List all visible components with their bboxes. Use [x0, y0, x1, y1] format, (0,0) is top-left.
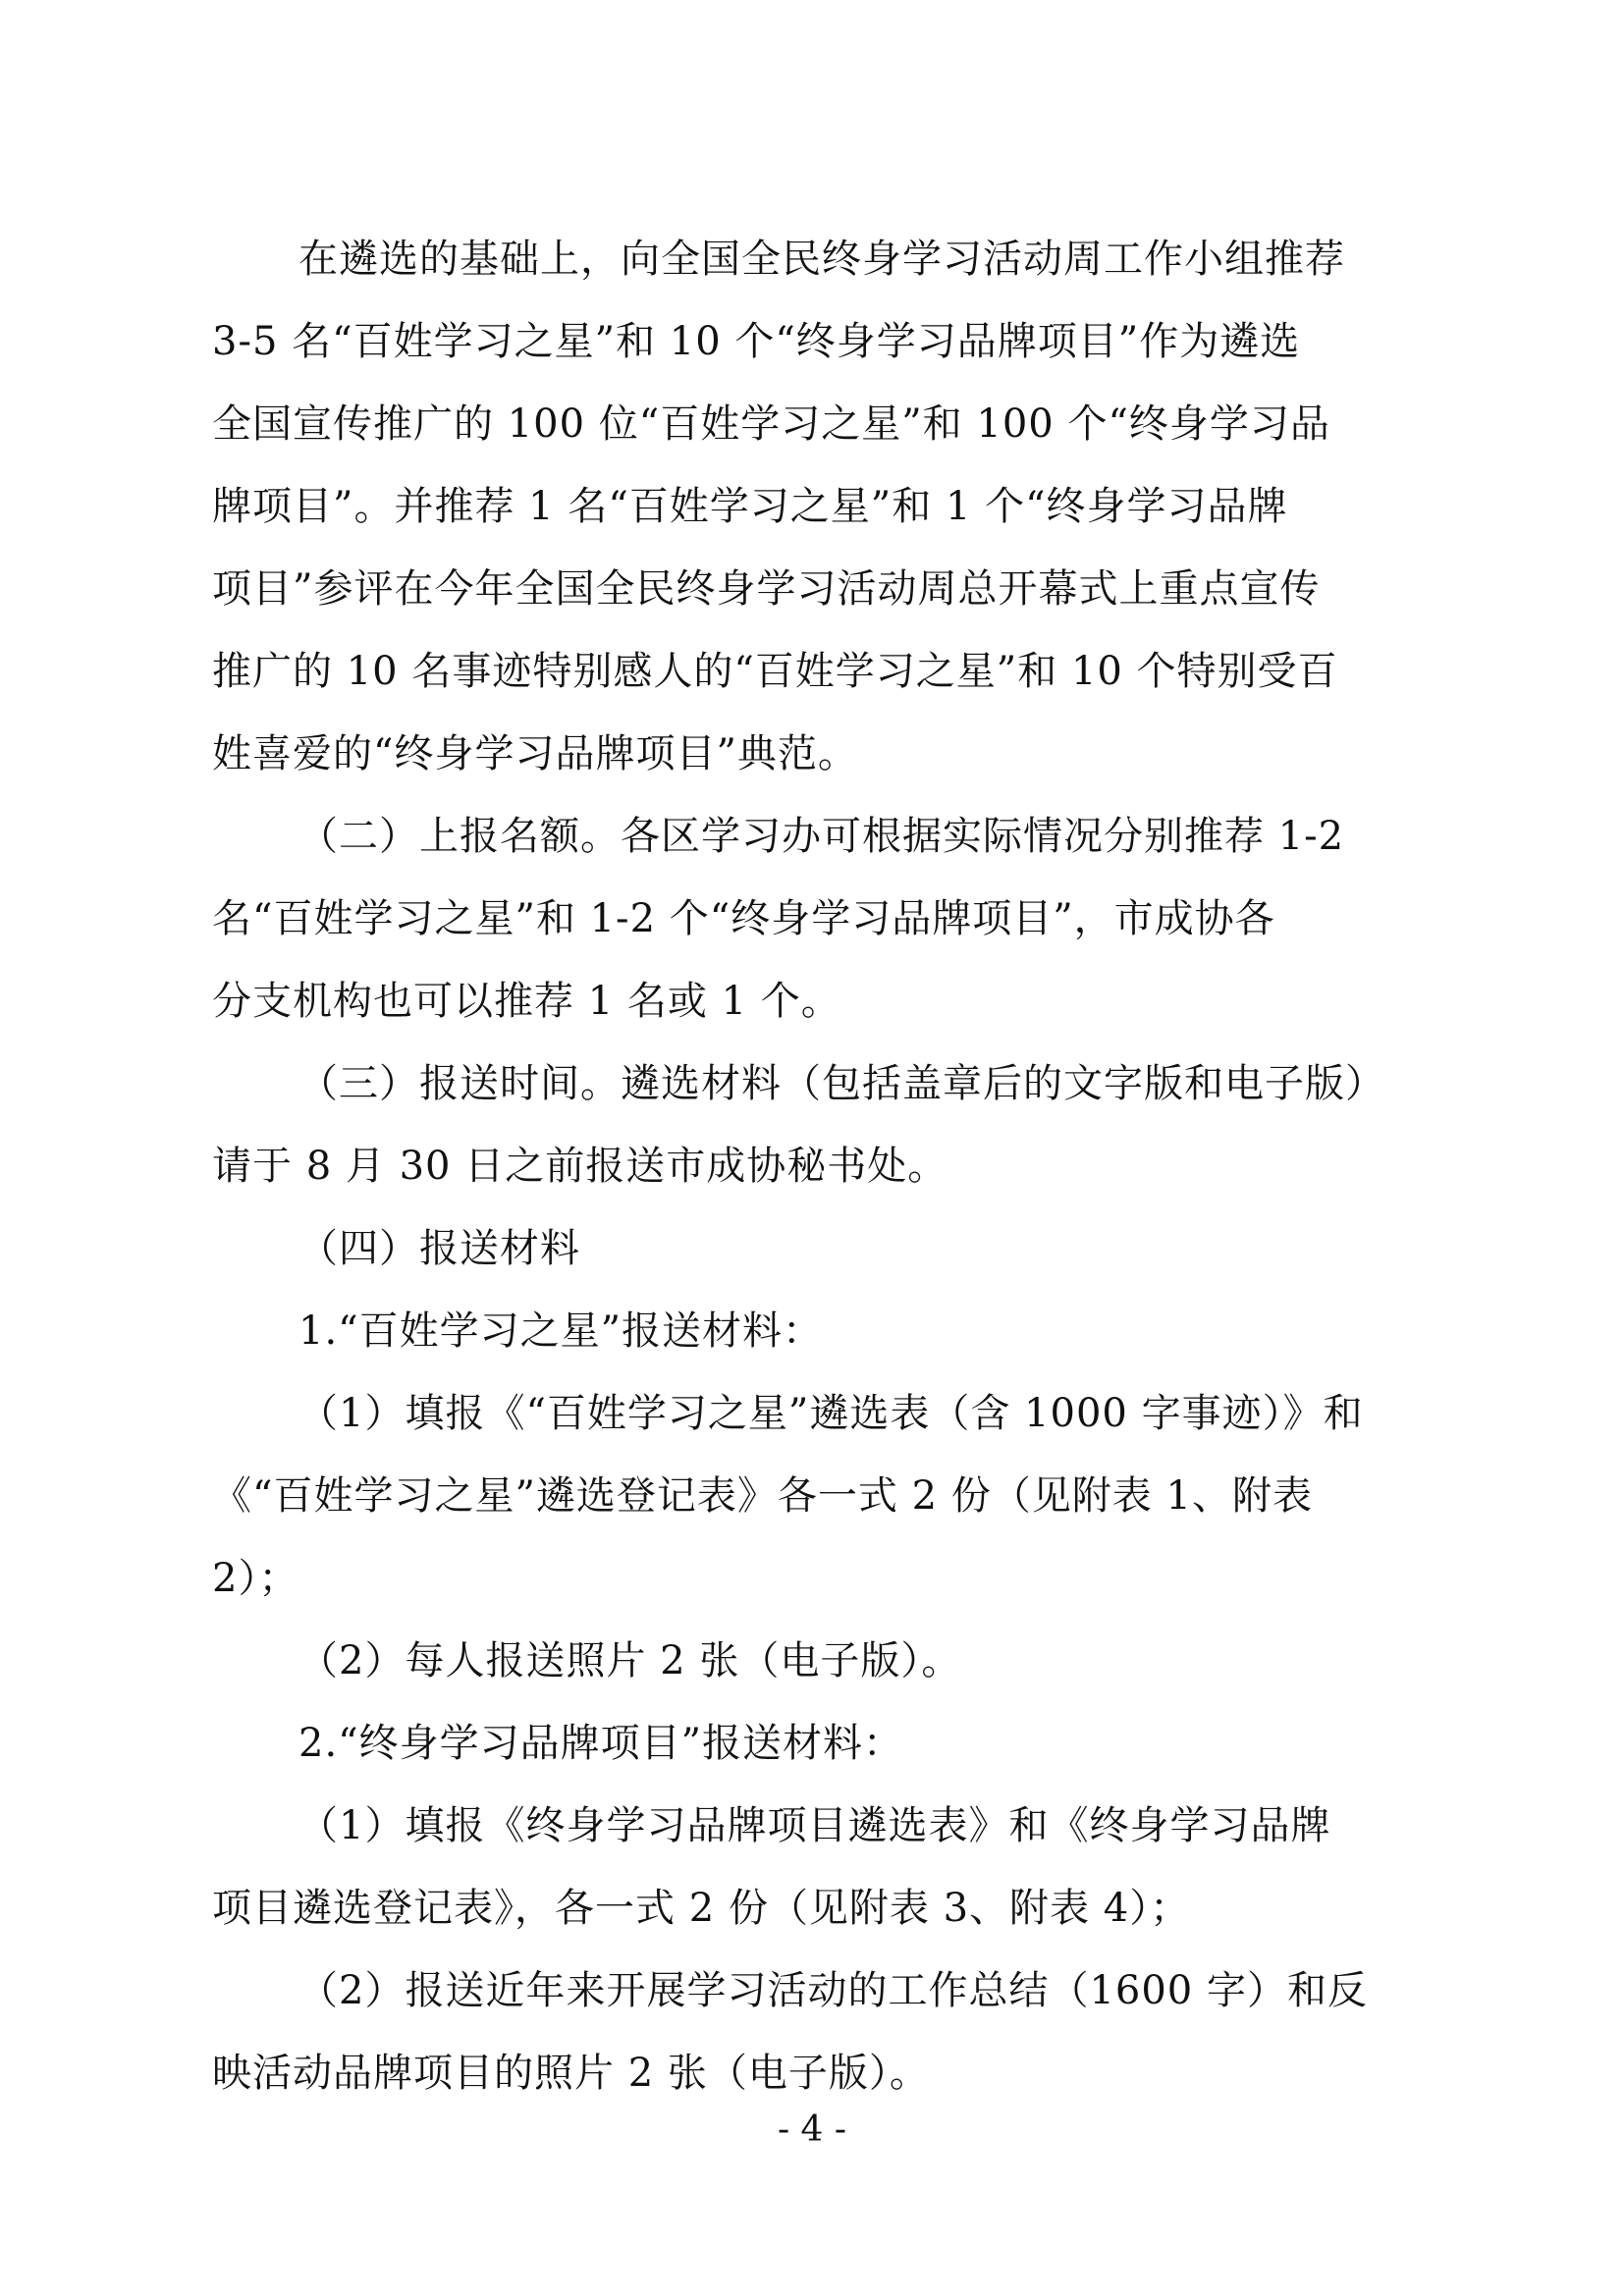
body-line-16: 《“百姓学习之星”遴选登记表》各一式 2 份（见附表 1、附表: [212, 1473, 1313, 1519]
body-line-22: （2）报送近年来开展学习活动的工作总结（1600 字）和反: [298, 1968, 1368, 2013]
body-line-12: 请于 8 月 30 日之前报送市成协秘书处。: [212, 1144, 948, 1189]
body-line-4: 牌项目”。并推荐 1 名“百姓学习之星”和 1 个“终身学习品牌: [212, 484, 1288, 529]
body-line-17: 2）；: [212, 1556, 299, 1601]
body-line-23: 映活动品牌项目的照片 2 张（电子版）。: [212, 2051, 930, 2096]
body-line-11: （三）报送时间。遴选材料（包括盖章后的文字版和电子版）: [298, 1061, 1385, 1106]
body-line-1: 在遴选的基础上，向全国全民终身学习活动周工作小组推荐: [298, 237, 1345, 282]
document-body: [212, 218, 1430, 2114]
body-line-8: （二）上报名额。各区学习办可根据实际情况分别推荐 1-2: [298, 814, 1345, 859]
body-line-6: 推广的 10 名事迹特别感人的“百姓学习之星”和 10 个特别受百: [212, 649, 1338, 694]
body-line-13: （四）报送材料: [298, 1226, 580, 1271]
page-number: - 4 -: [777, 2109, 847, 2150]
body-line-18: （2）每人报送照片 2 张（电子版）。: [298, 1638, 962, 1683]
body-line-5: 项目”参评在今年全国全民终身学习活动周总开幕式上重点宣传: [212, 566, 1321, 612]
body-line-19: 2.“终身学习品牌项目”报送材料：: [298, 1721, 904, 1766]
body-line-2: 3-5 名“百姓学习之星”和 10 个“终身学习品牌项目”作为遴选: [212, 319, 1301, 364]
body-line-21: 项目遴选登记表》，各一式 2 份（见附表 3、附表 4）；: [212, 1886, 1191, 1931]
body-line-3: 全国宣传推广的 100 位“百姓学习之星”和 100 个“终身学习品: [212, 401, 1330, 447]
body-line-7: 姓喜爱的“终身学习品牌项目”典范。: [212, 731, 858, 776]
body-line-14: 1.“百姓学习之星”报送材料：: [298, 1308, 824, 1354]
body-line-15: （1）填报《“百姓学习之星”遴选表（含 1000 字事迹）》和: [298, 1391, 1364, 1436]
body-line-9: 名“百姓学习之星”和 1-2 个“终身学习品牌项目”，市成协各: [212, 896, 1275, 941]
body-line-20: （1）填报《终身学习品牌项目遴选表》和《终身学习品牌: [298, 1803, 1331, 1848]
body-line-10: 分支机构也可以推荐 1 名或 1 个。: [212, 979, 841, 1024]
